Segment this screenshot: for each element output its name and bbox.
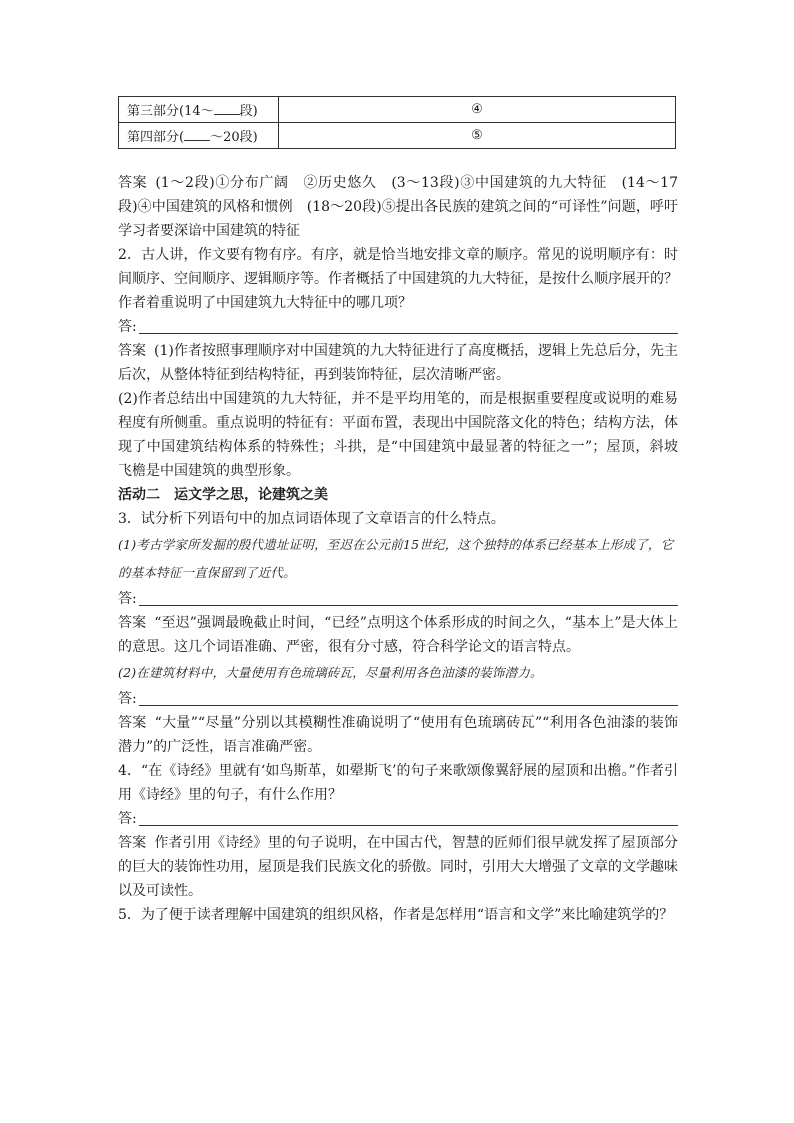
q3-sub2-answer: 答案 “大量”“尽量”分别以其模糊性准确说明了“使用有色琉璃砖瓦”“利用各色油漆的装饰潜力”的广泛性，语言准确严密。 bbox=[118, 715, 679, 755]
answer-prompt: 答: bbox=[118, 591, 137, 607]
answer-rule bbox=[139, 705, 678, 706]
answer-rule bbox=[139, 333, 678, 334]
activity-heading: 活动二 运文学之思，论建筑之美 bbox=[118, 487, 328, 503]
row-answer: ⑤ bbox=[279, 123, 676, 149]
answer-label: 答案 bbox=[118, 343, 147, 359]
q3-sub1-text: (1)考古学家所发掘的殷代遗址证明，至迟在公元前15世纪，这个独特的体系已经基本上形成了，它的基本特征一直保留到了近代。 bbox=[118, 537, 674, 580]
answer-prompt: 答: bbox=[118, 691, 137, 707]
answer-rule bbox=[139, 605, 678, 606]
q3-question: 3．试分析下列语句中的加点词语体现了文章语言的什么特点。 bbox=[118, 511, 505, 527]
answer-prompt: 答: bbox=[118, 811, 137, 827]
fill-blank bbox=[214, 100, 240, 115]
answer-line bbox=[118, 687, 678, 711]
q3-sub1-answer: 答案 “至迟”强调最晚截止时间，“已经”点明这个体系形成的时间之久，“基本上”是大体上的意思。这几个词语准确、严密，很有分寸感，符合科学论文的语言特点。 bbox=[118, 615, 678, 655]
answer-rule bbox=[139, 825, 678, 826]
q2-answer-1: 答案 (1)作者按照事理顺序对中国建筑的九大特征进行了高度概括，逻辑上先总后分，先主后次，从整体特征到结构特征，再到装饰特征，层次清晰严密。 bbox=[118, 343, 678, 383]
table-row bbox=[119, 97, 676, 123]
row-label: 第四部分( ～20段) bbox=[119, 123, 279, 149]
table-row bbox=[119, 123, 676, 149]
outline-table bbox=[118, 96, 676, 149]
answer-prompt: 答: bbox=[118, 319, 137, 335]
q3-sub2-text: (2)在建筑材料中，大量使用有色琉璃砖瓦，尽量利用各色油漆的装饰潜力。 bbox=[118, 665, 543, 680]
q4-answer: 答案 作者引用《诗经》里的句子说明，在中国古代，智慧的匠师们很早就发挥了屋顶部分的巨大的装饰性功用，屋顶是我们民族文化的骄傲。同时，引用大大增强了文章的文学趣味以及可读性。 bbox=[118, 835, 679, 899]
row-label: 第三部分(14～ 段) bbox=[119, 97, 279, 123]
q2-answer-2: (2)作者总结出中国建筑的九大特征，并不是平均用笔的，而是根据重要程度或说明的难易程度有所侧重。重点说明的特征有：平面布置，表现出中国院落文化的特色；结构方法，体现了中国建筑结构体系的特殊性；斗拱，是“中国建筑中最显著的特征之一”；屋顶，斜坡飞檐是中国建筑的典型形象。 bbox=[118, 391, 678, 479]
answer-line bbox=[118, 587, 678, 611]
document-page bbox=[118, 96, 678, 927]
spacer bbox=[118, 149, 678, 171]
answer-label: 答案 bbox=[118, 835, 147, 851]
answer-line bbox=[118, 315, 678, 339]
answer-label: 答案 bbox=[118, 715, 147, 731]
row-answer: ④ bbox=[279, 97, 676, 123]
q1-answer: 答案 (1～2段)①分布广阔 ②历史悠久 (3～13段)③中国建筑的九大特征 (14～17段)④中国建筑的风格和惯例 (18～20段)⑤提出各民族的建筑之间的“可译性”问题，呼吁学习者要深谙中国建筑的特征 bbox=[118, 175, 678, 239]
q2-question: 2．古人讲，作文要有物有序。有序，就是恰当地安排文章的顺序。常见的说明顺序有：时间顺序、空间顺序、逻辑顺序等。作者概括了中国建筑的九大特征，是按什么顺序展开的？作者着重说明了中国建筑九大特征中的哪几项？ bbox=[118, 247, 678, 311]
answer-line bbox=[118, 807, 678, 831]
answer-label: 答案 bbox=[118, 175, 148, 191]
q4-question: 4．“在《诗经》里就有‘如鸟斯革，如翚斯飞’的句子来歌颂像翼舒展的屋顶和出檐。”作者引用《诗经》里的句子，有什么作用？ bbox=[118, 763, 678, 803]
answer-label: 答案 bbox=[118, 615, 147, 631]
fill-blank bbox=[184, 126, 210, 141]
q5-question: 5．为了便于读者理解中国建筑的组织风格，作者是怎样用“语言和文学”来比喻建筑学的？ bbox=[118, 907, 674, 923]
